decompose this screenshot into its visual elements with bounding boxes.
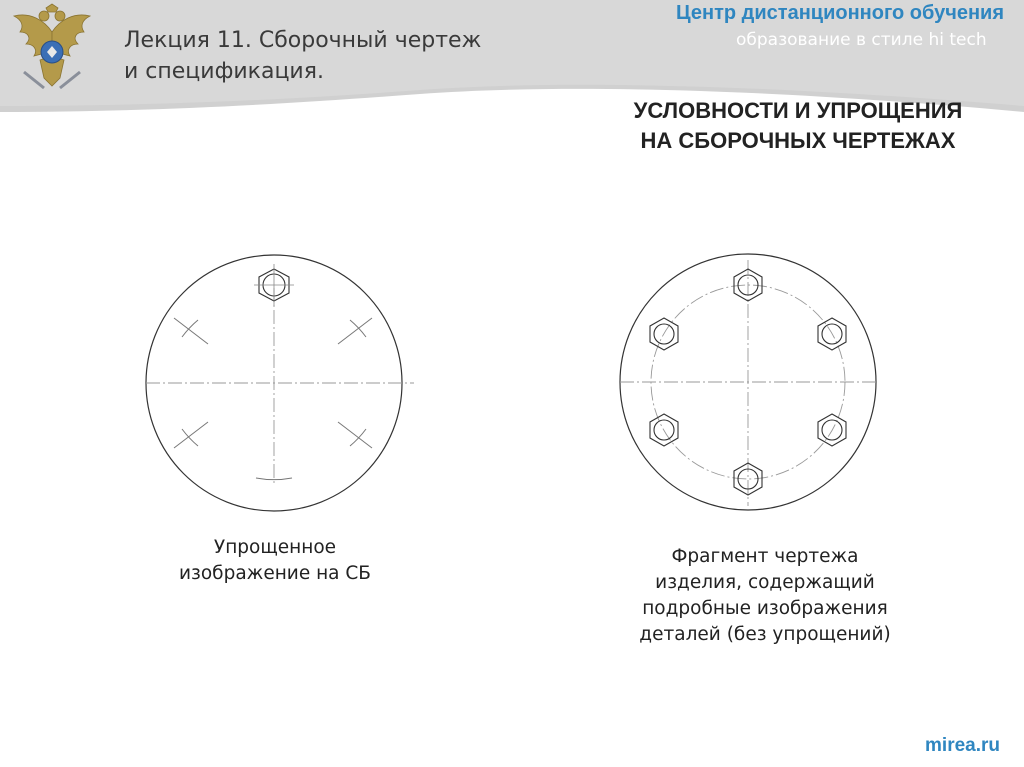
caption-line: деталей (без упрощений) — [639, 624, 891, 645]
caption-line: Фрагмент чертежа — [671, 546, 859, 567]
center-name: Центр дистанционного обучения — [676, 2, 1004, 24]
slide-heading — [560, 96, 1024, 156]
caption-line: изображение на СБ — [178, 563, 372, 584]
caption-detailed — [590, 544, 940, 648]
caption-line: подробные изображения — [642, 598, 888, 619]
detailed-flange-drawing — [610, 240, 890, 520]
mirea-emblem-icon — [4, 2, 100, 98]
caption-line: Упрощенное — [213, 537, 337, 558]
caption-simplified — [130, 535, 420, 587]
simplified-flange-drawing — [140, 240, 420, 520]
site-link[interactable]: mirea.ru — [925, 735, 1000, 756]
slide-heading-line1: УСЛОВНОСТИ И УПРОЩЕНИЯ — [633, 98, 963, 123]
slide-heading-line2: НА СБОРОЧНЫХ ЧЕРТЕЖАХ — [640, 128, 956, 153]
lecture-title — [124, 25, 504, 87]
lecture-title-line2: и спецификация. — [124, 59, 324, 84]
caption-line: изделия, содержащий — [655, 572, 875, 593]
lecture-title-line1: Лекция 11. Сборочный чертеж — [124, 28, 482, 53]
center-tagline: образование в стиле hi tech — [736, 30, 987, 50]
